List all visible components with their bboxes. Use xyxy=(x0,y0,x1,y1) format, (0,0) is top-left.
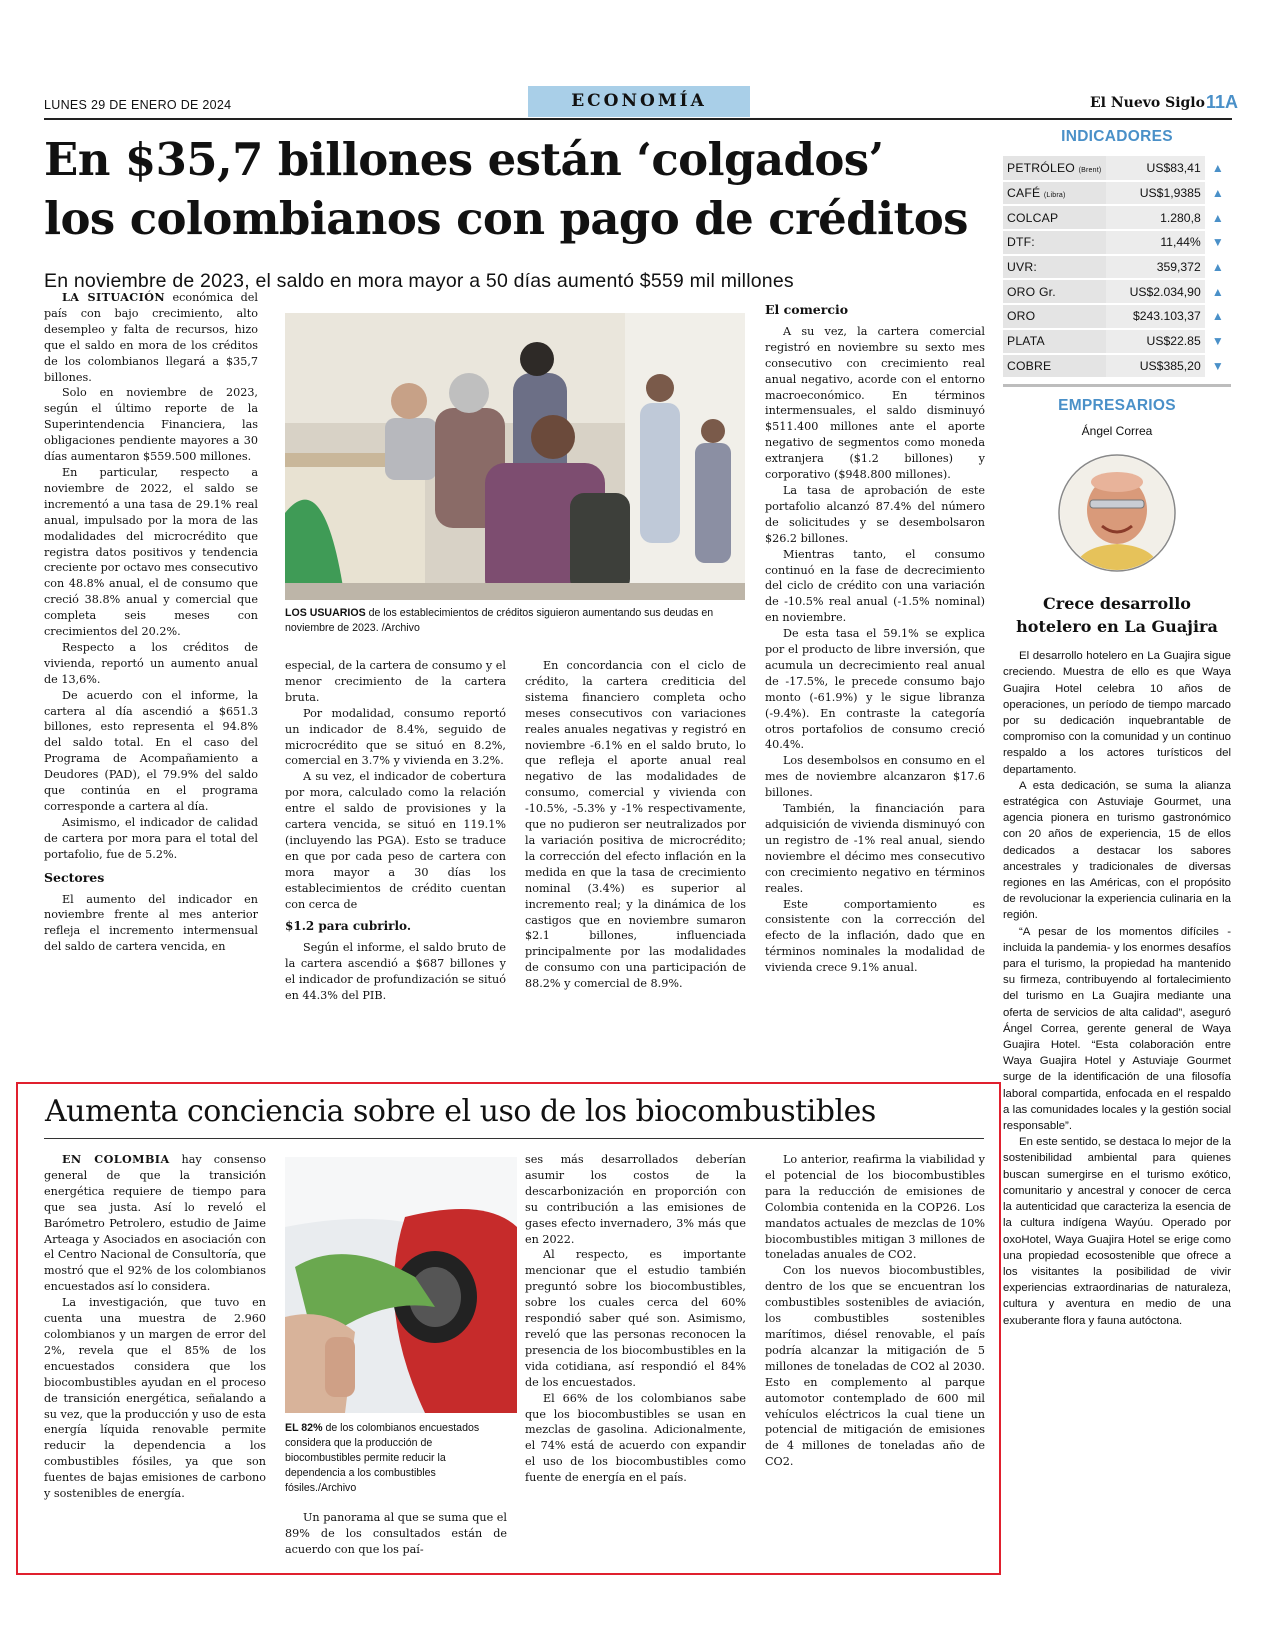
paragraph: Respecto a los créditos de vivienda, reportó un aumento anual de 13,6%. xyxy=(44,640,258,686)
paragraph: Según el informe, el saldo bruto de la cartera ascendió a $687 billones y el indicador de profundización se situó en 44.3% del PIB. xyxy=(285,941,506,1003)
subsection-heading: Sectores xyxy=(44,869,105,885)
portrait-illustration xyxy=(1058,454,1176,572)
indicator-name xyxy=(1003,329,1106,354)
paragraph: Lo anterior, reafirma la viabilidad y el potencial de los biocombustibles para la reducción de emisiones de Colombia contenida en la COP26. Los mandatos actuales de mezclas de 10% biocombustibles mitigan 3 millones de toneladas anuales de CO2. xyxy=(765,1153,985,1262)
indicator-name xyxy=(1003,279,1106,304)
trend-down-icon: ▼ xyxy=(1205,230,1231,255)
paragraph: Por modalidad, consumo reportó un indicador de 8.4%, seguido de microcrédito que se situó en 8.2%, comercial en 3.7% y vivienda en 3.2%. xyxy=(285,706,506,768)
indicator-value: US$1,9385 xyxy=(1106,181,1205,206)
paragraph: También, la financiación para adquisición de vivienda disminuyó con un registro de -1% real anual, siendo noviembre el décimo mes consecutivo con crecimiento negativo en términos reales. xyxy=(765,802,985,895)
indicator-unit: (Brent) xyxy=(1078,166,1102,174)
paragraph: Este comportamiento es consistente con la corrección del efecto de la inflación, dado que en términos nominales la modalidad de vivienda crece 9.1% anual. xyxy=(765,897,985,975)
paragraph xyxy=(44,290,258,385)
lead-text: hay consenso general de que la transición energética requiere de tiempo para que sea justa. Así lo reveló el Barómetro Petrolero, estudio de Jaime Arteaga y Asociados en asociación con el Centro Nacional de Consultoría, que mostró que el 92% de los colombianos encuestados así lo considera. xyxy=(44,1153,267,1294)
page-number: 11A xyxy=(1206,92,1239,112)
indicator-value: 359,372 xyxy=(1106,255,1205,280)
subsection-heading: El comercio xyxy=(765,302,849,317)
bio-column-1 xyxy=(44,1152,266,1502)
bio-column-2 xyxy=(285,1510,507,1558)
indicator-value: 1.280,8 xyxy=(1106,205,1205,230)
article-column-3 xyxy=(525,658,746,992)
indicator-name xyxy=(1003,304,1106,329)
section-label: ECONOMÍA xyxy=(528,86,750,117)
sidebar-rule xyxy=(1003,384,1231,387)
lead-word: LA SITUACIÓN xyxy=(62,290,165,304)
paragraph: En este sentido, se destaca lo mejor de la sostenibilidad ambiental para quienes buscan sumergirse en el turismo exótico, comunitario y ancestral y conocer de cerca la autenticidad que caracteriza la esencia de la cultura indígena Wayúu. Operado por oxoHotel, Waya Guajira Hotel se erige como una propiedad ecosostenible que ofrece a los visitantes la posibilidad de vivir experiencias extraordinarias de naturaleza, cultura y aventura en medio de una exuberante flora y fauna autóctona. xyxy=(1003,1136,1231,1327)
bio-photo-caption xyxy=(285,1421,507,1496)
indicator-row xyxy=(1003,279,1231,304)
indicator-value: US$2.034,90 xyxy=(1106,279,1205,304)
paragraph: Al respecto, es importante mencionar que el estudio también preguntó sobre los biocombustibles, sobre los cuales cerca del 60% respondió saber qué son. Asimismo, reveló que las personas reconocen la presencia de los biocombustibles en la vida cotidiana, así respondió el 84% de los encuestados. xyxy=(525,1248,746,1389)
paragraph: De acuerdo con el informe, la cartera al día ascendió a $651.3 billones, esto representa el 94.8% del saldo total. En el caso del Programa de Acompañamiento a Deudores (PAD), el 79.9% del saldo que continúa en el programa corresponde a cartera al día. xyxy=(44,688,258,813)
trend-up-icon: ▲ xyxy=(1205,255,1231,280)
trend-up-icon: ▲ xyxy=(1205,304,1231,329)
indicator-row xyxy=(1003,329,1231,354)
header-rule xyxy=(44,118,1232,120)
bio-headline-rule xyxy=(44,1138,984,1139)
indicator-label: PETRÓLEO xyxy=(1007,160,1075,175)
sidebar-story-title xyxy=(1003,592,1231,638)
indicator-row xyxy=(1003,156,1231,181)
paragraph: Solo en noviembre de 2023, según el último reporte de la Superintendencia Financiera, las obligaciones pendiente mayores a 30 días aumentaron $559.500 millones. xyxy=(44,386,258,464)
indicator-row xyxy=(1003,304,1231,329)
newspaper-name: El Nuevo Siglo xyxy=(1090,95,1205,111)
indicator-row xyxy=(1003,255,1231,280)
bold-subheading: $1.2 para cubrirlo. xyxy=(285,918,411,933)
article-column-2 xyxy=(285,658,506,1004)
caption-lead: EL 82% xyxy=(285,1422,323,1434)
trend-up-icon: ▲ xyxy=(1205,156,1231,181)
paragraph: Con los nuevos biocombustibles, dentro de los que se encuentran los combustibles sostenibles de aviación, los combustibles sostenibles marítimos, diésel renovable, el país podría alcanzar la mitigación de 5 millones de toneladas de CO2 al 2030. Esto en complemento al parque automotor contemplado de 600 mil vehículos eléctricos la cual tiene un potencial de mitigación de emisiones de 4 millones de toneladas año de CO2. xyxy=(765,1264,985,1469)
paragraph: El aumento del indicador en noviembre frente al mes anterior refleja el incremento intermensual del saldo de cartera vencida, en xyxy=(44,892,258,954)
trend-down-icon: ▼ xyxy=(1205,329,1231,354)
issue-date: LUNES 29 DE ENERO DE 2024 xyxy=(44,98,232,112)
sidebar xyxy=(1003,128,1231,1329)
caption-lead: LOS USUARIOS xyxy=(285,607,366,619)
indicator-row xyxy=(1003,181,1231,206)
trend-down-icon: ▼ xyxy=(1205,354,1231,379)
paragraph: De esta tasa el 59.1% se explica por el producto de libre inversión, que acumula un decrecimiento real anual de -17.5%, le precede consumo bajo monto (-61.9%) y le sigue libranza (-9.4%). En contraste la categoría otros portafolios de consumo creció 40.4%. xyxy=(765,627,985,752)
indicator-row xyxy=(1003,354,1231,379)
paragraph: La investigación, que tuvo en cuenta una muestra de 2.960 colombianos y un margen de error del 2%, revela que el 85% de los encuestados considera que los biocombustibles ayudan en el proceso de transición energética, señalando a su vez, que la producción y uso de esta energía líquida renovable permite reducir la dependencia a los combustibles fósiles, ya que son fuentes de bajas emisiones de carbono y sostenibles de energía. xyxy=(44,1296,266,1501)
bio-photo-fuel-nozzle xyxy=(285,1157,517,1413)
indicator-value: US$385,20 xyxy=(1106,354,1205,379)
paragraph: ses más desarrollados deberían asumir los costos de la descarbonización en proporción con su contribución a las emisiones de gases efecto invernadero, 3% más que en 2022. xyxy=(525,1153,746,1246)
indicators-title: INDICADORES xyxy=(1061,128,1173,145)
indicator-label: ORO Gr. xyxy=(1007,284,1056,299)
indicator-label: CAFÉ xyxy=(1007,186,1041,201)
trend-up-icon: ▲ xyxy=(1205,205,1231,230)
person-name: Ángel Correa xyxy=(1081,424,1153,439)
indicator-label: DTF: xyxy=(1007,235,1035,250)
empresarios-title: EMPRESARIOS xyxy=(1058,397,1176,415)
paragraph: A su vez, el indicador de cobertura por mora, calculado como la relación entre el saldo de provisiones y la cartera vencida, se situó en 119.1% (incluyendo las PGA). Esto se traduce en que por cada peso de cartera con mora mayor a 30 días los establecimientos de crédito cuentan con cerca de xyxy=(285,770,506,911)
indicators-table xyxy=(1003,156,1231,379)
headline-line-1: En $35,7 billones están ‘colgados’ xyxy=(44,133,884,186)
trend-up-icon: ▲ xyxy=(1205,181,1231,206)
paragraph: especial, de la cartera de consumo y el menor crecimiento de la cartera bruta. xyxy=(285,659,506,704)
bank-queue-illustration xyxy=(285,313,745,600)
fuel-nozzle-illustration xyxy=(285,1157,517,1413)
indicator-name xyxy=(1003,354,1106,379)
indicator-label: UVR: xyxy=(1007,260,1037,275)
paragraph: Mientras tanto, el consumo continuó en la fase de decrecimiento del ciclo de crédito con una variación de -10.5% real anual (-1.5% nominal) en noviembre. xyxy=(765,547,985,625)
headline-line-2: los colombianos con pago de créditos xyxy=(44,192,968,245)
paragraph xyxy=(44,1152,266,1295)
indicator-value: US$22.85 xyxy=(1106,329,1205,354)
article-subhead: En noviembre de 2023, el saldo en mora mayor a 50 días aumentó $559 mil millones xyxy=(44,270,794,292)
indicator-value: $243.103,37 xyxy=(1106,304,1205,329)
indicator-label: ORO xyxy=(1007,309,1036,324)
article-column-1 xyxy=(44,290,258,955)
indicator-value: US$83,41 xyxy=(1106,156,1205,181)
article-photo-bank-queue xyxy=(285,313,745,600)
indicator-name xyxy=(1003,255,1106,280)
indicator-row xyxy=(1003,230,1231,255)
indicator-label: PLATA xyxy=(1007,334,1045,349)
paragraph: En particular, respecto a noviembre de 2022, el saldo se incrementó a una tasa de 29.1% real anual, impulsado por la mora de las modalidades del microcrédito que registra datos positivos y tendencia creciente por octavo mes consecutivo con 48.8% anual, el de consumo que creció 38.8% anual y comercial que completa seis meses con crecimientos del 20.2%. xyxy=(44,465,258,639)
lead-word: EN COLOMBIA xyxy=(62,1152,170,1166)
indicator-label: COLCAP xyxy=(1007,210,1059,225)
sidebar-story-body xyxy=(1003,648,1231,1329)
story-title-line-1: Crece desarrollo xyxy=(1043,594,1191,614)
indicator-row xyxy=(1003,205,1231,230)
portrait-avatar xyxy=(1058,454,1176,572)
paragraph: En concordancia con el ciclo de crédito, la cartera crediticia del sistema financiero completa ocho meses consecutivos con variaciones reales anuales negativas y registró en noviembre -6.1% en el saldo bruto, lo que refleja el aporte anual real negativo de las modalidades de consumo, comercial y vivienda con -10.5%, -5.3% y -1% respectivamente, que no pudieron ser neutralizados por la variación positiva de microcrédito; la corrección del efecto inflación en la medida en que la tasa de crecimiento nominal (3.4%) es superior al incremento real; y la dinámica de los castigos que en noviembre sumaron $2.1 billones, influenciada principalmente por las modalidades de consumo con una participación de 88.2% y comercial de 8.9%. xyxy=(525,659,746,991)
indicator-value: 11,44% xyxy=(1106,230,1205,255)
paragraph: El desarrollo hotelero en La Guajira sigue creciendo. Muestra de ello es que Waya Guajira Hotel celebra 10 años de operaciones, un período de tiempo marcado por su dedicación inquebrantable de compromiso con la comunidad y un continuo respaldo a los actores turísticos del departamento. xyxy=(1003,650,1231,776)
paragraph: A esta dedicación, se suma la alianza estratégica con Astuviaje Gourmet, una agencia pionera en turismo gastronómico con 20 años de experiencia, 15 de ellos dedicados a destacar los sabores ancestrales y tradicionales de diversas regiones en las Américas, con el propósito de revolucionar la experiencia culinaria en la región. xyxy=(1003,779,1231,922)
paragraph: Asimismo, el indicador de calidad de cartera por mora para el total del portafolio, fue de 5.2%. xyxy=(44,815,258,861)
article-column-4 xyxy=(765,302,985,976)
lead-text: económica del país con bajo crecimiento, alto desempleo y falta de recursos, hizo que el saldo en mora de los créditos de los colombianos llegará a $35,7 billones. xyxy=(44,291,258,384)
bio-column-4 xyxy=(765,1152,985,1470)
indicator-unit: (Libra) xyxy=(1043,192,1066,200)
indicator-name xyxy=(1003,205,1106,230)
bio-column-3 xyxy=(525,1152,746,1486)
paragraph: Un panorama al que se suma que el 89% de los consultados están de acuerdo con que los paí- xyxy=(285,1511,507,1556)
indicator-name xyxy=(1003,230,1106,255)
story-title-line-2: hotelero en La Guajira xyxy=(1016,617,1218,637)
paragraph: La tasa de aprobación de este portafolio alcanzó 87.4% del número de solicitudes y se desembolsaron $26.2 billones. xyxy=(765,483,985,545)
indicator-name xyxy=(1003,181,1106,206)
paragraph: Los desembolsos en consumo en el mes de noviembre alcanzaron $17.6 billones. xyxy=(765,754,985,800)
article-headline xyxy=(44,130,1004,248)
bio-headline: Aumenta conciencia sobre el uso de los biocombustibles xyxy=(45,1094,876,1129)
photo-caption xyxy=(285,606,745,636)
trend-up-icon: ▲ xyxy=(1205,279,1231,304)
paragraph: El 66% de los colombianos sabe que los biocombustibles se usan en mezclas de gasolina. Adicionalmente, el 74% está de acuerdo con expandir el uso de los biocombustibles como fuente de energía en el país. xyxy=(525,1391,746,1485)
caption-text: de los establecimientos de créditos siguieron aumentando sus deudas en noviembre de 2023. /Archivo xyxy=(285,607,714,634)
paragraph: A su vez, la cartera comercial registró en noviembre su sexto mes consecutivo con crecimiento real anual negativo, acorde con el entorno macroeconómico. En términos intermensuales, el saldo disminuyó $511.400 millones ante el aporte negativo de segmentos como moneda extranjera ($1.2 billones) y corporativo ($948.800 millones). xyxy=(765,324,985,482)
indicator-label: COBRE xyxy=(1007,358,1052,373)
caption-text: de los colombianos encuestados considera que la producción de biocombustibles permite reducir la dependencia a los combustibles fósiles./Archivo xyxy=(285,1422,480,1494)
indicator-name xyxy=(1003,156,1106,181)
paragraph: “A pesar de los momentos difíciles -incluida la pandemia- y los enormes desafíos para el turismo, la propiedad ha mantenido su firmeza, contribuyendo al fortalecimiento del turismo en La Guajira mediante una oferta de servicios de alta calidad”, aseguró Ángel Correa, gerente general de Waya Guajira Hotel. “Esta colaboración entre Waya Guajira Hotel y Astuviaje Gourmet surge de la identificación de una filosofía laboral compartida, enfocada en el respaldo a las comunidades locales y la gestión social responsable”. xyxy=(1003,925,1231,1133)
